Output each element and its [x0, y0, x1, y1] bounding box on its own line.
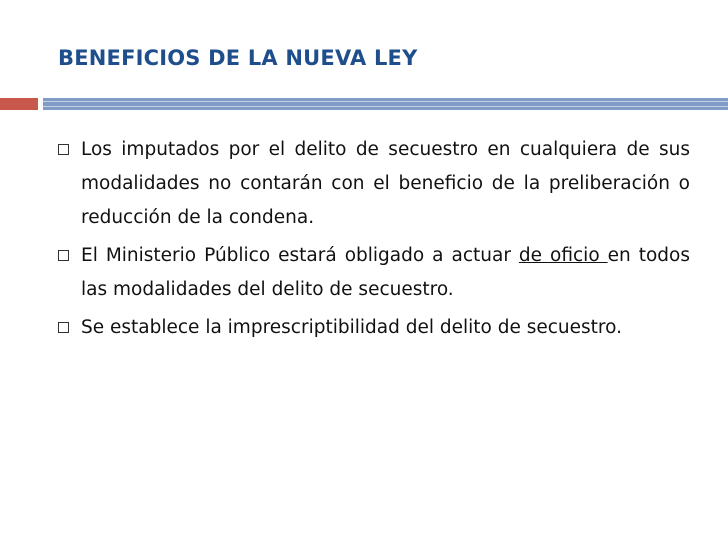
title-divider-bar: [0, 98, 728, 110]
bullet-text: Se establece la imprescriptibilidad del delito de secuestro.: [81, 317, 622, 338]
bullet-item: [58, 133, 690, 235]
bullet-text-before-link: El Ministerio Público estará obligado a actuar: [81, 245, 519, 266]
slide-title: BENEFICIOS DE LA NUEVA LEY: [58, 46, 418, 70]
square-bullet-icon: [58, 250, 69, 261]
square-bullet-icon: [58, 144, 69, 155]
bullet-list: [58, 133, 690, 349]
bullet-item: [58, 239, 690, 307]
bullet-item: [58, 311, 690, 345]
divider-accent-right: [43, 98, 728, 110]
bullet-text: Los imputados por el delito de secuestro en cualquiera de sus modalidades no contarán con el beneficio de la preliberación o reducción de la condena.: [81, 139, 690, 228]
bullet-text: [81, 239, 690, 307]
divider-stripe-top: [43, 101, 728, 102]
divider-stripe-bottom: [43, 106, 728, 107]
de-oficio-link[interactable]: de oficio: [518, 245, 608, 266]
divider-accent-left: [0, 98, 38, 110]
bullet-text-after-link: en todos las modalidades del delito de secuestro.: [81, 245, 690, 300]
square-bullet-icon: [58, 322, 69, 333]
